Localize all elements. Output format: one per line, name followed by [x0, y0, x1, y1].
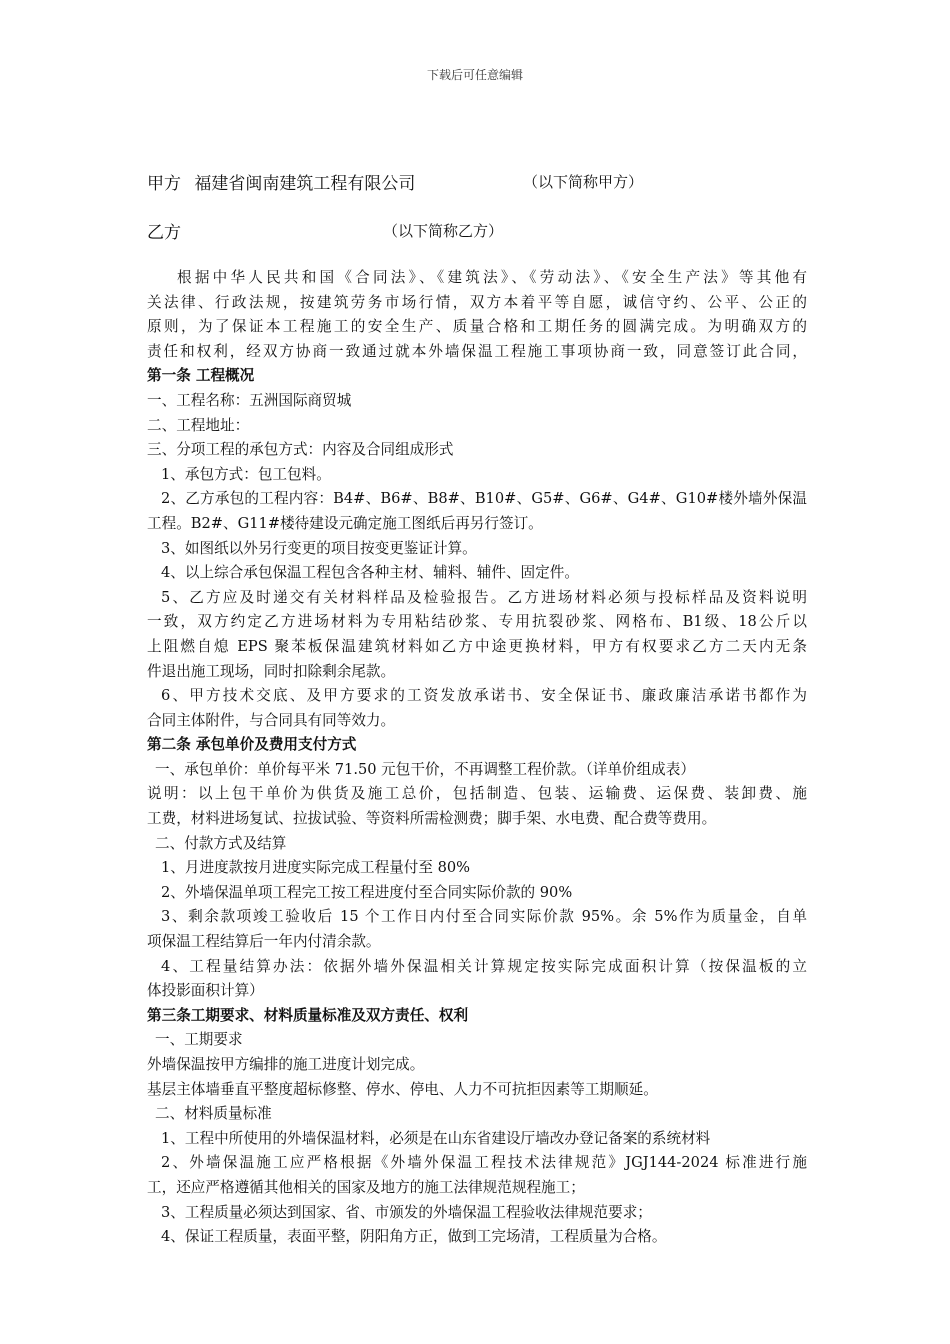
party-a-name: 福建省闽南建筑工程有限公司: [194, 174, 416, 194]
text-line: 基层主体墙垂直平整度超标修整、停水、停电、人力不可抗拒因素等工期顺延。: [147, 1080, 658, 1098]
text-line: 4、以上综合承包保温工程包含各种主材、辅料、辅件、固定件。: [161, 564, 579, 582]
section-heading: 第一条 工程概况: [147, 367, 255, 385]
text-line: 外墙保温按甲方编排的施工进度计划完成。: [147, 1056, 425, 1073]
section-heading: 第二条 承包单价及费用支付方式: [147, 736, 357, 754]
text-line: 一、工期要求: [155, 1031, 243, 1049]
section-heading: 第三条工期要求、材料质量标准及双方责任、权利: [147, 1006, 469, 1024]
text-line: 原则，为了保证本工程施工的安全生产、质量合格和工期任务的圆满完成。为明确双方的: [147, 318, 807, 336]
text-line: 3、剩余款项竣工验收后 15 个工作日内付至合同实际价款 95%。余 5%作为质量金，自单: [161, 908, 807, 926]
text-line: 一、承包单价：单价每平米 71.50 元包干价，不再调整工程价款。（详单价组成表）: [155, 760, 695, 778]
text-line: 2、乙方承包的工程内容：B4#、B6#、B8#、B10#、G5#、G6#、G4#、G10#楼外墙外保温: [161, 490, 807, 508]
text-line: 关法律、行政法规，按建筑劳务市场行情，双方本着平等自愿，诚信守约、公平、公正的: [147, 293, 807, 311]
text-line: 4、保证工程质量，表面平整，阴阳角方正，做到工完场清，工程质量为合格。: [161, 1228, 667, 1246]
text-line: 工，还应严格遵循其他相关的国家及地方的施工法律规范规程施工；: [147, 1178, 585, 1196]
text-line: 上阻燃自熄 EPS 聚苯板保温建筑材料如乙方中途更换材料，甲方有权要求乙方二天内无条: [147, 637, 807, 655]
text-line: 二、付款方式及结算: [155, 834, 287, 852]
party-b-line: [147, 218, 504, 243]
text-line: 说明：以上包干单价为供货及施工总价，包括制造、包装、运输费、运保费、装卸费、施: [147, 785, 807, 803]
text-line: 二、工程地址：: [147, 416, 250, 434]
party-a-note: （以下简称甲方）: [523, 173, 644, 191]
party-a-line: [147, 169, 644, 194]
text-line: 工费，材料进场复试、拉拔试验、等资料所需检测费；脚手架、水电费、配合费等费用。: [147, 810, 717, 828]
text-line: 件退出施工现场，同时扣除剩余尾款。: [147, 662, 396, 680]
text-line: 工程。B2#、G11#楼待建设元确定施工图纸后再另行签订。: [147, 514, 543, 532]
text-line: 二、材料质量标准: [155, 1105, 272, 1123]
text-line: 2、外墙保温施工应严格根据《外墙外保温工程技术法律规范》JGJ144-2024 标准进行施: [161, 1154, 807, 1172]
text-line: 根据中华人民共和国《合同法》、《建筑法》、《劳动法》、《安全生产法》等其他有: [177, 269, 807, 286]
text-line: 责任和权利，经双方协商一致通过就本外墙保温工程施工事项协商一致，同意签订此合同，: [147, 342, 807, 360]
text-line: 2、外墙保温单项工程完工按工程进度付至合同实际价款的 90%: [161, 883, 573, 901]
text-line: 4、工程量结算办法：依据外墙外保温相关计算规定按实际完成面积计算（按保温板的立: [161, 957, 807, 975]
text-line: 一、工程名称：五洲国际商贸城: [147, 391, 352, 409]
page-header: 下载后可任意编辑: [426, 68, 523, 82]
text-line: 6、甲方技术交底、及甲方要求的工资发放承诺书、安全保证书、廉政廉洁承诺书都作为: [161, 687, 807, 705]
text-line: 1、承包方式：包工包料。: [161, 465, 331, 483]
text-line: 合同主体附件，与合同具有同等效力。: [147, 711, 396, 729]
text-line: 体投影面积计算）: [147, 982, 264, 1000]
text-line: 1、月进度款按月进度实际完成工程量付至 80%: [161, 859, 471, 877]
party-a-label: 甲方: [147, 174, 181, 194]
party-b-note: （以下简称乙方）: [383, 222, 504, 240]
text-line: 项保温工程结算后一年内付清余款。: [147, 933, 381, 951]
text-line: 3、如图纸以外另行变更的项目按变更鉴证计算。: [161, 539, 477, 557]
party-b-label: 乙方: [147, 223, 181, 243]
text-line: 一致，双方约定乙方进场材料为专用粘结砂浆、专用抗裂砂浆、网格布、B1级、18公斤以: [147, 613, 807, 631]
text-line: 5、乙方应及时递交有关材料样品及检验报告。乙方进场材料必须与投标样品及资料说明: [161, 588, 807, 606]
text-line: 三、分项工程的承包方式：内容及合同组成形式: [147, 441, 454, 459]
contract-body: [147, 266, 807, 1250]
text-line: 1、工程中所使用的外墙保温材料，必须是在山东省建设厅墙改办登记备案的系统材料: [161, 1129, 711, 1147]
text-line: 3、工程质量必须达到国家、省、市颁发的外墙保温工程验收法律规范要求；: [161, 1203, 652, 1221]
